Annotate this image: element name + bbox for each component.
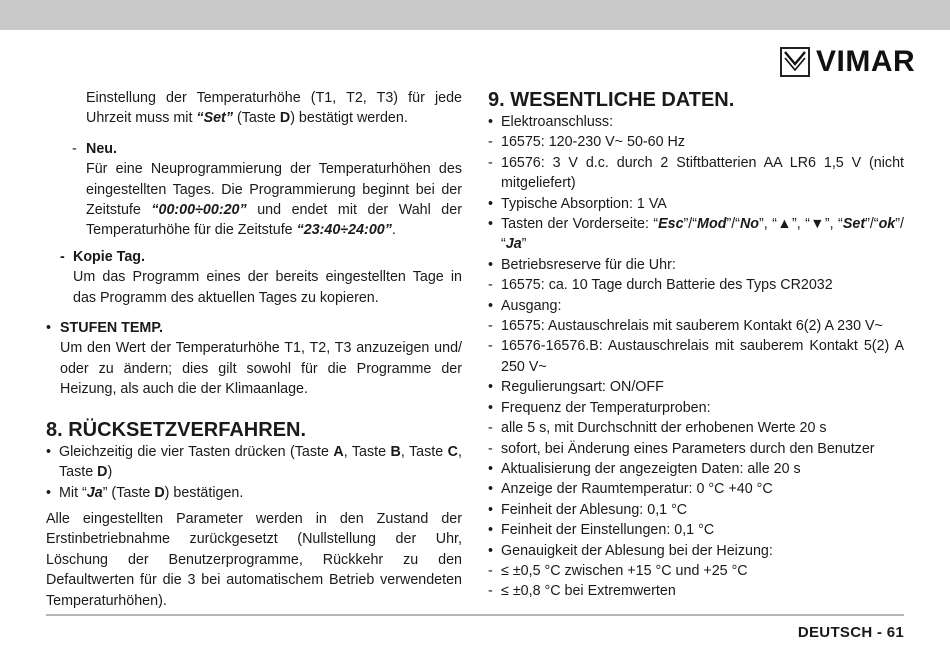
list-text: Elektroanschluss:	[501, 114, 614, 130]
data-list-1	[488, 112, 904, 214]
list-text: 16575: ca. 10 Tage durch Batterie des Typs CR2032	[501, 277, 833, 294]
list-item	[488, 377, 904, 397]
stufen-text: Um den Wert der Temperaturhöhe T1, T2, T3 anzuzeigen und/ oder zu ändern; dies gilt sowohl für die Programme der Heizung, als auch die der Klimaanlage.	[60, 340, 462, 398]
page-number: DEUTSCH - 61	[797, 624, 904, 641]
brand-logo	[780, 46, 915, 78]
list-marker: •	[488, 114, 494, 130]
list-marker: •	[488, 379, 494, 396]
top-bar	[0, 0, 950, 30]
list-marker: •	[488, 522, 494, 539]
data-list-2	[488, 255, 904, 602]
list-marker: •	[488, 542, 494, 559]
list-marker: •	[488, 399, 494, 416]
list-item	[488, 561, 904, 581]
stufen-item: • STUFEN TEMP. Um den Wert der Temperaturhöhe T1, T2, T3 anzuzeigen und/ oder zu ändern; dies gilt sowohl für die Programme der Heizung, als auch die der Klimaanlage.	[46, 318, 462, 400]
list-item	[488, 459, 904, 479]
list-marker: -	[488, 277, 493, 294]
list-text: Ausgang:	[501, 297, 562, 314]
intro-paragraph: Einstellung der Temperaturhöhe (T1, T2, T3) für jede Uhrzeit muss mit “Set” (Taste D) bestätigt werden.	[86, 90, 462, 127]
list-item	[488, 336, 904, 377]
list-marker: -	[488, 338, 493, 355]
list-marker: •	[488, 481, 494, 498]
list-marker: -	[488, 440, 493, 457]
kopie-item: - Kopie Tag. Um das Programm eines der bereits eingestellten Tage in das Programm des aktuellen Tages zu kopieren.	[46, 247, 462, 308]
list-marker: -	[488, 154, 493, 171]
list-item	[488, 418, 904, 438]
list-text: sofort, bei Änderung eines Parameters durch den Benutzer	[501, 440, 875, 457]
reset-bullet-2: • Mit “Ja” (Taste D) bestätigen.	[46, 484, 244, 501]
list-text: 16576-16576.B: Austauschrelais mit sauberem Kontakt 5(2) A 250 V~	[501, 338, 904, 375]
list-text: ≤ ±0,5 °C zwischen +15 °C und +25 °C	[501, 562, 748, 579]
list-text: 16575: Austauschrelais mit sauberem Kontakt 6(2) A 230 V~	[501, 318, 883, 335]
list-item	[488, 479, 904, 499]
kopie-text: Um das Programm eines der bereits eingestellten Tage in das Programm des aktuellen Tages zu kopieren.	[73, 269, 462, 306]
section-8-heading: 8. RÜCKSETZVERFAHREN.	[46, 418, 307, 441]
list-marker: -	[488, 583, 493, 600]
list-item	[488, 520, 904, 540]
neu-item: - Neu. Für eine Neuprogrammierung der Temperaturhöhen des eingestellten Tages. Die Programmierung beginnt bei der Zeitstufe “00:00÷00:20” und endet mit der Wahl der Temperaturhöhe für die Zeitstufe “23:40÷24:00”.	[46, 139, 462, 241]
kopie-title: Kopie Tag.	[73, 248, 146, 265]
left-column	[46, 88, 462, 611]
reset-bullet-1: • Gleichzeitig die vier Tasten drücken (Taste A, Taste B, Taste C, Taste D)	[46, 443, 462, 481]
list-item	[488, 194, 904, 214]
list-text: alle 5 s, mit Durchschnitt der erhobenen Werte 20 s	[501, 420, 827, 437]
list-text: 16576: 3 V d.c. durch 2 Stiftbatterien AA LR6 1,5 V (nicht mitgeliefert)	[501, 154, 904, 192]
list-marker: •	[488, 256, 494, 273]
list-marker: -	[488, 420, 493, 437]
list-item	[488, 500, 904, 520]
list-text: Feinheit der Einstellungen: 0,1 °C	[501, 522, 715, 539]
list-text: Typische Absorption: 1 VA	[501, 195, 667, 212]
vimar-logo-icon	[780, 47, 810, 77]
neu-title: Neu.	[86, 140, 117, 157]
list-text: Anzeige der Raumtemperatur: 0 °C +40 °C	[501, 481, 773, 498]
list-marker: •	[488, 195, 494, 212]
neu-text: Für eine Neuprogrammierung der Temperaturhöhen des eingestellten Tages. Die Programmierung beginnt bei der Zeitstufe “00:00÷00:20” und endet mit der Wahl der Temperaturhöhe für die Zeitstufe “23:40÷24:00”.	[86, 161, 462, 239]
list-item	[488, 275, 904, 295]
list-marker: -	[488, 134, 493, 151]
footer-divider	[46, 614, 904, 616]
list-text: Genauigkeit der Ablesung bei der Heizung:	[501, 542, 773, 559]
list-item	[488, 132, 904, 152]
list-text: Aktualisierung der angezeigten Daten: alle 20 s	[501, 460, 801, 477]
list-item	[488, 255, 904, 275]
stufen-title: STUFEN TEMP.	[60, 320, 164, 337]
list-marker: •	[488, 460, 494, 477]
list-item	[488, 581, 904, 601]
list-item	[488, 541, 904, 561]
list-marker: -	[488, 562, 493, 579]
list-item	[488, 398, 904, 418]
list-text: Betriebsreserve für die Uhr:	[501, 256, 676, 273]
section-9-heading: 9. WESENTLICHE DATEN.	[488, 89, 735, 111]
list-item	[488, 153, 904, 194]
list-text: Regulierungsart: ON/OFF	[501, 379, 664, 396]
list-text: 16575: 120-230 V~ 50-60 Hz	[501, 134, 686, 151]
list-item	[488, 316, 904, 336]
list-marker: •	[488, 501, 494, 518]
list-marker: •	[488, 297, 494, 314]
list-text: ≤ ±0,8 °C bei Extremwerten	[501, 583, 676, 600]
list-item	[488, 296, 904, 316]
list-item	[488, 112, 904, 132]
brand-name: VIMAR	[816, 45, 916, 78]
keys-item: • Tasten der Vorderseite: “Esc”/“Mod”/“No”, “▲”, “▼”, “Set”/“ok”/ “Ja”	[488, 216, 904, 253]
right-column	[488, 88, 904, 602]
reset-paragraph: Alle eingestellten Parameter werden in den Zustand der Erstinbetriebnahme zurückgesetzt (Nullstellung der Uhr, Löschung der Benutzerprogramme, Rückkehr zu den Defaultwerten für die 3 bei automatischem Betrieb verwendeten Temperaturhöhen).	[46, 510, 462, 609]
list-text: Frequenz der Temperaturproben:	[501, 399, 711, 416]
list-text: Feinheit der Ablesung: 0,1 °C	[501, 501, 688, 518]
list-marker: -	[488, 318, 493, 335]
list-item	[488, 439, 904, 459]
